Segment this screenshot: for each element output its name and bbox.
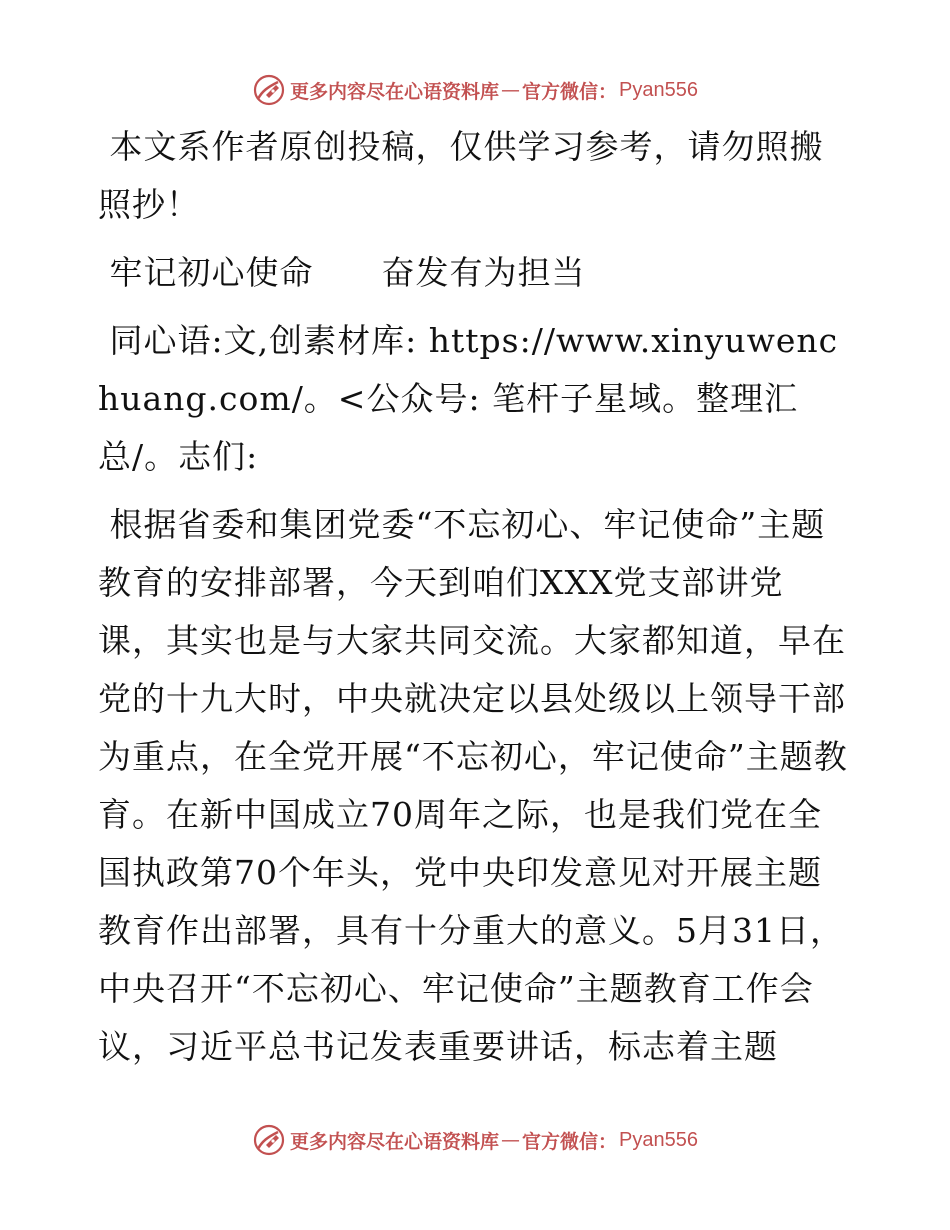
pen-nib-logo-icon — [252, 73, 286, 107]
copyright-notice: 本文系作者原创投稿，仅供学习参考，请勿照搬照抄！ — [98, 127, 824, 224]
banner-wechat-id: Pyan556 — [619, 1128, 698, 1151]
banner-separator: — — [501, 79, 521, 101]
banner-main-text: 更多内容尽在心语资料库 — [290, 80, 500, 103]
body-paragraph: 根据省委和集团党委“不忘初心、牢记使命”主题教育的安排部署，今天到咱们XXX党支部讲党课，其实也是与大家共同交流。大家都知道，早在党的十九大时，中央就决定以县处级以上领导干部为重点，在全党开展“不忘初心，牢记使命”主题教育。在新中国成立70周年之际，也是我们党在全国执政第70个年头，党中央印发意见对开展主题教育作出部署，具有十分重大的意义。5月31日，中央召开“不忘初心、牢记使命”主题教育工作会议，习近平总书记发表重要讲话，标志着主题 — [98, 505, 848, 1066]
banner-main-text: 更多内容尽在心语资料库 — [290, 1130, 500, 1153]
banner-wechat-label: 官方微信： — [522, 1130, 618, 1153]
pen-nib-logo-icon — [252, 1123, 286, 1157]
document-body — [98, 118, 850, 1086]
document-title: 牢记初心使命 奋发有为担当 — [109, 253, 586, 292]
footer-banner — [0, 1120, 950, 1160]
header-banner — [0, 70, 950, 110]
banner-wechat-label: 官方微信： — [522, 80, 618, 103]
source-line: 同心语:文,创素材库: https://www.xinyuwenchuang.com/。<公众号: 笔杆子星域。整理汇总/。志们: — [98, 321, 839, 476]
banner-separator: — — [501, 1129, 521, 1151]
banner-wechat-id: Pyan556 — [619, 78, 698, 101]
